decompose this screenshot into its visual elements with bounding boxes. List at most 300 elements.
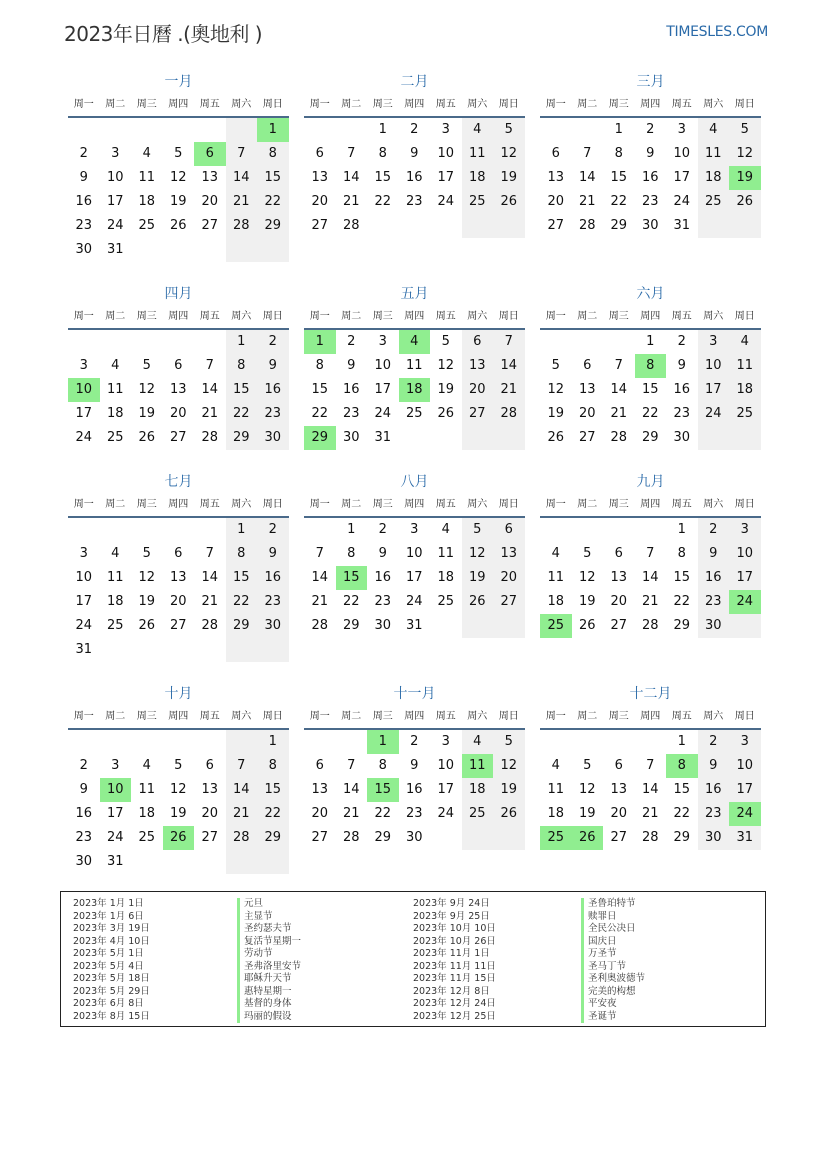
day-cell[interactable]: 30 — [257, 426, 289, 450]
day-cell[interactable]: 17 — [437, 782, 455, 797]
day-cell[interactable]: 30 — [75, 242, 93, 257]
day-cell[interactable]: 9 — [410, 146, 419, 161]
day-cell[interactable]: 25 — [106, 430, 124, 445]
day-cell[interactable]: 20 — [169, 594, 187, 609]
day-cell[interactable]: 24 — [698, 402, 730, 426]
day-cell[interactable]: 16 — [698, 778, 730, 802]
day-cell[interactable]: 5 — [174, 146, 183, 161]
day-cell[interactable]: 14 — [311, 570, 329, 585]
day-cell[interactable]: 6 — [194, 142, 226, 166]
day-cell[interactable]: 10 — [729, 542, 761, 566]
day-cell[interactable]: 4 — [399, 330, 431, 354]
day-cell[interactable]: 5 — [142, 546, 151, 561]
day-cell[interactable]: 6 — [205, 758, 214, 773]
day-cell[interactable]: 13 — [311, 170, 329, 185]
day-cell[interactable]: 1 — [304, 330, 336, 354]
day-cell[interactable]: 29 — [342, 618, 360, 633]
day-cell[interactable]: 25 — [106, 618, 124, 633]
day-cell[interactable]: 15 — [367, 778, 399, 802]
day-cell[interactable]: 31 — [673, 218, 691, 233]
day-cell[interactable]: 6 — [174, 546, 183, 561]
day-cell[interactable]: 13 — [201, 782, 219, 797]
day-cell[interactable]: 7 — [226, 754, 258, 778]
day-cell[interactable]: 1 — [677, 734, 686, 749]
site-logo-text[interactable]: TIMESLES.COM — [666, 24, 768, 40]
day-cell[interactable]: 5 — [441, 334, 450, 349]
day-cell[interactable]: 14 — [226, 166, 258, 190]
day-cell[interactable]: 12 — [578, 782, 596, 797]
day-cell[interactable]: 30 — [641, 218, 659, 233]
day-cell[interactable]: 10 — [729, 754, 761, 778]
day-cell[interactable]: 16 — [405, 170, 423, 185]
day-cell[interactable]: 11 — [106, 382, 124, 397]
day-cell[interactable]: 18 — [462, 778, 494, 802]
day-cell[interactable]: 10 — [405, 546, 423, 561]
day-cell[interactable]: 7 — [226, 142, 258, 166]
day-cell[interactable]: 30 — [374, 618, 392, 633]
day-cell[interactable]: 12 — [437, 358, 455, 373]
day-cell[interactable]: 12 — [462, 542, 494, 566]
day-cell[interactable]: 12 — [169, 782, 187, 797]
day-cell[interactable]: 2 — [410, 734, 419, 749]
day-cell[interactable]: 18 — [547, 594, 565, 609]
day-cell[interactable]: 3 — [441, 734, 450, 749]
day-cell[interactable]: 18 — [138, 806, 156, 821]
day-cell[interactable]: 29 — [673, 830, 691, 845]
day-cell[interactable]: 2 — [257, 330, 289, 354]
day-cell[interactable]: 26 — [169, 218, 187, 233]
day-cell[interactable]: 29 — [304, 426, 336, 450]
day-cell[interactable]: 20 — [169, 406, 187, 421]
day-cell[interactable]: 4 — [441, 522, 450, 537]
day-cell[interactable]: 26 — [493, 190, 525, 214]
day-cell[interactable]: 2 — [79, 146, 88, 161]
day-cell[interactable]: 6 — [493, 518, 525, 542]
day-cell[interactable]: 25 — [138, 218, 156, 233]
day-cell[interactable]: 21 — [342, 194, 360, 209]
day-cell[interactable]: 17 — [374, 382, 392, 397]
day-cell[interactable]: 14 — [342, 170, 360, 185]
day-cell[interactable]: 9 — [698, 542, 730, 566]
day-cell[interactable]: 25 — [437, 594, 455, 609]
day-cell[interactable]: 4 — [462, 730, 494, 754]
day-cell[interactable]: 11 — [138, 782, 156, 797]
day-cell[interactable]: 20 — [547, 194, 565, 209]
day-cell[interactable]: 11 — [138, 170, 156, 185]
day-cell[interactable]: 5 — [142, 358, 151, 373]
day-cell[interactable]: 28 — [641, 830, 659, 845]
day-cell[interactable]: 7 — [347, 758, 356, 773]
day-cell[interactable]: 13 — [311, 782, 329, 797]
day-cell[interactable]: 15 — [374, 170, 392, 185]
day-cell[interactable]: 3 — [698, 330, 730, 354]
day-cell[interactable]: 18 — [729, 378, 761, 402]
day-cell[interactable]: 5 — [174, 758, 183, 773]
day-cell[interactable]: 10 — [437, 146, 455, 161]
day-cell[interactable]: 10 — [374, 358, 392, 373]
day-cell[interactable]: 18 — [399, 378, 431, 402]
day-cell[interactable]: 21 — [342, 806, 360, 821]
day-cell[interactable]: 28 — [311, 618, 329, 633]
day-cell[interactable]: 21 — [226, 802, 258, 826]
day-cell[interactable]: 31 — [106, 242, 124, 257]
day-cell[interactable]: 6 — [614, 758, 623, 773]
day-cell[interactable]: 23 — [698, 802, 730, 826]
day-cell[interactable]: 22 — [641, 406, 659, 421]
day-cell[interactable]: 9 — [257, 542, 289, 566]
day-cell[interactable]: 27 — [201, 830, 219, 845]
day-cell[interactable]: 19 — [578, 806, 596, 821]
day-cell[interactable]: 18 — [106, 594, 124, 609]
day-cell[interactable]: 11 — [405, 358, 423, 373]
day-cell[interactable]: 7 — [315, 546, 324, 561]
day-cell[interactable]: 16 — [257, 566, 289, 590]
day-cell[interactable]: 2 — [79, 758, 88, 773]
day-cell[interactable]: 18 — [106, 406, 124, 421]
day-cell[interactable]: 8 — [257, 754, 289, 778]
day-cell[interactable]: 20 — [311, 194, 329, 209]
day-cell[interactable]: 5 — [493, 730, 525, 754]
day-cell[interactable]: 7 — [347, 146, 356, 161]
day-cell[interactable]: 5 — [493, 118, 525, 142]
day-cell[interactable]: 10 — [673, 146, 691, 161]
day-cell[interactable]: 23 — [257, 402, 289, 426]
day-cell[interactable]: 12 — [578, 570, 596, 585]
day-cell[interactable]: 15 — [641, 382, 659, 397]
day-cell[interactable]: 16 — [673, 382, 691, 397]
day-cell[interactable]: 2 — [378, 522, 387, 537]
day-cell[interactable]: 9 — [378, 546, 387, 561]
day-cell[interactable]: 12 — [138, 382, 156, 397]
day-cell[interactable]: 12 — [493, 754, 525, 778]
day-cell[interactable]: 10 — [68, 378, 100, 402]
day-cell[interactable]: 7 — [493, 330, 525, 354]
day-cell[interactable]: 21 — [641, 806, 659, 821]
day-cell[interactable]: 24 — [405, 594, 423, 609]
day-cell[interactable]: 22 — [374, 194, 392, 209]
day-cell[interactable]: 22 — [257, 190, 289, 214]
day-cell[interactable]: 17 — [729, 778, 761, 802]
day-cell[interactable]: 31 — [374, 430, 392, 445]
day-cell[interactable]: 6 — [315, 758, 324, 773]
day-cell[interactable]: 27 — [493, 590, 525, 614]
day-cell[interactable]: 16 — [75, 194, 93, 209]
day-cell[interactable]: 24 — [106, 830, 124, 845]
day-cell[interactable]: 28 — [578, 218, 596, 233]
day-cell[interactable]: 30 — [342, 430, 360, 445]
day-cell[interactable]: 24 — [437, 806, 455, 821]
day-cell[interactable]: 17 — [75, 406, 93, 421]
day-cell[interactable]: 4 — [111, 546, 120, 561]
day-cell[interactable]: 29 — [610, 218, 628, 233]
day-cell[interactable]: 8 — [378, 146, 387, 161]
day-cell[interactable]: 30 — [405, 830, 423, 845]
day-cell[interactable]: 4 — [698, 118, 730, 142]
day-cell[interactable]: 18 — [547, 806, 565, 821]
day-cell[interactable]: 26 — [437, 406, 455, 421]
day-cell[interactable]: 3 — [111, 758, 120, 773]
day-cell[interactable]: 23 — [342, 406, 360, 421]
day-cell[interactable]: 15 — [673, 782, 691, 797]
day-cell[interactable]: 3 — [378, 334, 387, 349]
day-cell[interactable]: 28 — [226, 214, 258, 238]
day-cell[interactable]: 27 — [169, 618, 187, 633]
day-cell[interactable]: 17 — [698, 378, 730, 402]
day-cell[interactable]: 14 — [610, 382, 628, 397]
day-cell[interactable]: 23 — [374, 594, 392, 609]
day-cell[interactable]: 24 — [437, 194, 455, 209]
day-cell[interactable]: 15 — [257, 778, 289, 802]
day-cell[interactable]: 29 — [257, 214, 289, 238]
day-cell[interactable]: 3 — [111, 146, 120, 161]
day-cell[interactable]: 29 — [673, 618, 691, 633]
day-cell[interactable]: 8 — [635, 354, 667, 378]
day-cell[interactable]: 7 — [646, 546, 655, 561]
day-cell[interactable]: 1 — [226, 518, 258, 542]
day-cell[interactable]: 28 — [342, 830, 360, 845]
day-cell[interactable]: 24 — [106, 218, 124, 233]
day-cell[interactable]: 19 — [169, 806, 187, 821]
day-cell[interactable]: 16 — [374, 570, 392, 585]
day-cell[interactable]: 23 — [75, 218, 93, 233]
day-cell[interactable]: 13 — [547, 170, 565, 185]
day-cell[interactable]: 22 — [610, 194, 628, 209]
day-cell[interactable]: 25 — [729, 402, 761, 426]
day-cell[interactable]: 21 — [226, 190, 258, 214]
day-cell[interactable]: 16 — [698, 566, 730, 590]
day-cell[interactable]: 13 — [610, 782, 628, 797]
day-cell[interactable]: 21 — [641, 594, 659, 609]
day-cell[interactable]: 9 — [347, 358, 356, 373]
day-cell[interactable]: 19 — [578, 594, 596, 609]
day-cell[interactable]: 28 — [641, 618, 659, 633]
day-cell[interactable]: 28 — [610, 430, 628, 445]
day-cell[interactable]: 1 — [646, 334, 655, 349]
day-cell[interactable]: 18 — [437, 570, 455, 585]
day-cell[interactable]: 7 — [646, 758, 655, 773]
day-cell[interactable]: 25 — [698, 190, 730, 214]
day-cell[interactable]: 30 — [673, 430, 691, 445]
day-cell[interactable]: 7 — [583, 146, 592, 161]
day-cell[interactable]: 22 — [374, 806, 392, 821]
day-cell[interactable]: 6 — [583, 358, 592, 373]
day-cell[interactable]: 15 — [257, 166, 289, 190]
day-cell[interactable]: 9 — [677, 358, 686, 373]
day-cell[interactable]: 5 — [583, 758, 592, 773]
day-cell[interactable]: 14 — [226, 778, 258, 802]
day-cell[interactable]: 6 — [315, 146, 324, 161]
day-cell[interactable]: 1 — [257, 730, 289, 754]
day-cell[interactable]: 19 — [493, 166, 525, 190]
day-cell[interactable]: 11 — [106, 570, 124, 585]
day-cell[interactable]: 29 — [374, 830, 392, 845]
day-cell[interactable]: 13 — [610, 570, 628, 585]
day-cell[interactable]: 2 — [410, 122, 419, 137]
day-cell[interactable]: 12 — [547, 382, 565, 397]
day-cell[interactable]: 1 — [378, 122, 387, 137]
day-cell[interactable]: 1 — [226, 330, 258, 354]
day-cell[interactable]: 24 — [374, 406, 392, 421]
day-cell[interactable]: 20 — [201, 194, 219, 209]
day-cell[interactable]: 8 — [257, 142, 289, 166]
day-cell[interactable]: 23 — [698, 590, 730, 614]
day-cell[interactable]: 19 — [729, 166, 761, 190]
day-cell[interactable]: 3 — [410, 522, 419, 537]
day-cell[interactable]: 20 — [493, 566, 525, 590]
day-cell[interactable]: 4 — [551, 546, 560, 561]
day-cell[interactable]: 27 — [311, 218, 329, 233]
day-cell[interactable]: 24 — [75, 618, 93, 633]
day-cell[interactable]: 26 — [462, 590, 494, 614]
day-cell[interactable]: 1 — [614, 122, 623, 137]
day-cell[interactable]: 20 — [201, 806, 219, 821]
day-cell[interactable]: 30 — [698, 614, 730, 638]
day-cell[interactable]: 13 — [201, 170, 219, 185]
day-cell[interactable]: 25 — [138, 830, 156, 845]
day-cell[interactable]: 30 — [75, 854, 93, 869]
day-cell[interactable]: 20 — [311, 806, 329, 821]
day-cell[interactable]: 3 — [79, 546, 88, 561]
day-cell[interactable]: 2 — [698, 730, 730, 754]
day-cell[interactable]: 28 — [201, 430, 219, 445]
day-cell[interactable]: 29 — [257, 826, 289, 850]
day-cell[interactable]: 15 — [226, 378, 258, 402]
day-cell[interactable]: 4 — [729, 330, 761, 354]
day-cell[interactable]: 6 — [462, 330, 494, 354]
day-cell[interactable]: 28 — [342, 218, 360, 233]
day-cell[interactable]: 2 — [698, 518, 730, 542]
day-cell[interactable]: 16 — [641, 170, 659, 185]
day-cell[interactable]: 23 — [405, 194, 423, 209]
day-cell[interactable]: 8 — [677, 546, 686, 561]
day-cell[interactable]: 11 — [547, 782, 565, 797]
day-cell[interactable]: 14 — [578, 170, 596, 185]
day-cell[interactable]: 3 — [79, 358, 88, 373]
day-cell[interactable]: 4 — [142, 146, 151, 161]
day-cell[interactable]: 4 — [551, 758, 560, 773]
day-cell[interactable]: 7 — [205, 358, 214, 373]
day-cell[interactable]: 9 — [410, 758, 419, 773]
day-cell[interactable]: 26 — [547, 430, 565, 445]
day-cell[interactable]: 26 — [138, 430, 156, 445]
day-cell[interactable]: 19 — [462, 566, 494, 590]
day-cell[interactable]: 8 — [347, 546, 356, 561]
day-cell[interactable]: 31 — [405, 618, 423, 633]
day-cell[interactable]: 8 — [378, 758, 387, 773]
day-cell[interactable]: 13 — [169, 382, 187, 397]
day-cell[interactable]: 28 — [226, 826, 258, 850]
day-cell[interactable]: 21 — [610, 406, 628, 421]
day-cell[interactable]: 27 — [311, 830, 329, 845]
day-cell[interactable]: 9 — [646, 146, 655, 161]
day-cell[interactable]: 20 — [578, 406, 596, 421]
day-cell[interactable]: 27 — [610, 830, 628, 845]
day-cell[interactable]: 26 — [163, 826, 195, 850]
day-cell[interactable]: 7 — [614, 358, 623, 373]
day-cell[interactable]: 9 — [79, 782, 88, 797]
day-cell[interactable]: 3 — [729, 518, 761, 542]
day-cell[interactable]: 19 — [547, 406, 565, 421]
day-cell[interactable]: 26 — [138, 618, 156, 633]
day-cell[interactable]: 23 — [673, 406, 691, 421]
day-cell[interactable]: 3 — [441, 122, 450, 137]
day-cell[interactable]: 1 — [677, 522, 686, 537]
day-cell[interactable]: 17 — [729, 566, 761, 590]
day-cell[interactable]: 28 — [201, 618, 219, 633]
day-cell[interactable]: 22 — [226, 590, 258, 614]
day-cell[interactable]: 14 — [342, 782, 360, 797]
day-cell[interactable]: 21 — [578, 194, 596, 209]
day-cell[interactable]: 8 — [666, 754, 698, 778]
day-cell[interactable]: 24 — [729, 802, 761, 826]
day-cell[interactable]: 5 — [462, 518, 494, 542]
day-cell[interactable]: 17 — [405, 570, 423, 585]
day-cell[interactable]: 30 — [698, 826, 730, 850]
day-cell[interactable]: 12 — [493, 142, 525, 166]
day-cell[interactable]: 20 — [610, 806, 628, 821]
day-cell[interactable]: 1 — [367, 730, 399, 754]
day-cell[interactable]: 10 — [75, 570, 93, 585]
day-cell[interactable]: 29 — [226, 614, 258, 638]
day-cell[interactable]: 27 — [169, 430, 187, 445]
day-cell[interactable]: 25 — [405, 406, 423, 421]
day-cell[interactable]: 4 — [142, 758, 151, 773]
day-cell[interactable]: 8 — [226, 354, 258, 378]
day-cell[interactable]: 22 — [257, 802, 289, 826]
day-cell[interactable]: 19 — [169, 194, 187, 209]
day-cell[interactable]: 1 — [257, 118, 289, 142]
day-cell[interactable]: 24 — [75, 430, 93, 445]
day-cell[interactable]: 11 — [462, 142, 494, 166]
day-cell[interactable]: 15 — [673, 570, 691, 585]
day-cell[interactable]: 6 — [174, 358, 183, 373]
day-cell[interactable]: 24 — [673, 194, 691, 209]
day-cell[interactable]: 22 — [673, 594, 691, 609]
day-cell[interactable]: 13 — [493, 542, 525, 566]
day-cell[interactable]: 27 — [610, 618, 628, 633]
day-cell[interactable]: 1 — [347, 522, 356, 537]
day-cell[interactable]: 19 — [493, 778, 525, 802]
day-cell[interactable]: 25 — [462, 190, 494, 214]
day-cell[interactable]: 16 — [405, 782, 423, 797]
day-cell[interactable]: 6 — [614, 546, 623, 561]
day-cell[interactable]: 19 — [138, 406, 156, 421]
day-cell[interactable]: 17 — [106, 194, 124, 209]
day-cell[interactable]: 10 — [106, 170, 124, 185]
day-cell[interactable]: 20 — [610, 594, 628, 609]
day-cell[interactable]: 10 — [100, 778, 132, 802]
day-cell[interactable]: 25 — [540, 614, 572, 638]
day-cell[interactable]: 4 — [462, 118, 494, 142]
day-cell[interactable]: 12 — [169, 170, 187, 185]
day-cell[interactable]: 9 — [79, 170, 88, 185]
day-cell[interactable]: 22 — [226, 402, 258, 426]
day-cell[interactable]: 11 — [547, 570, 565, 585]
day-cell[interactable]: 18 — [698, 166, 730, 190]
day-cell[interactable]: 2 — [257, 518, 289, 542]
day-cell[interactable]: 31 — [729, 826, 761, 850]
day-cell[interactable]: 7 — [205, 546, 214, 561]
day-cell[interactable]: 5 — [583, 546, 592, 561]
day-cell[interactable]: 4 — [111, 358, 120, 373]
day-cell[interactable]: 21 — [201, 594, 219, 609]
day-cell[interactable]: 27 — [547, 218, 565, 233]
day-cell[interactable]: 17 — [75, 594, 93, 609]
day-cell[interactable]: 12 — [138, 570, 156, 585]
day-cell[interactable]: 21 — [201, 406, 219, 421]
day-cell[interactable]: 9 — [698, 754, 730, 778]
day-cell[interactable]: 17 — [437, 170, 455, 185]
